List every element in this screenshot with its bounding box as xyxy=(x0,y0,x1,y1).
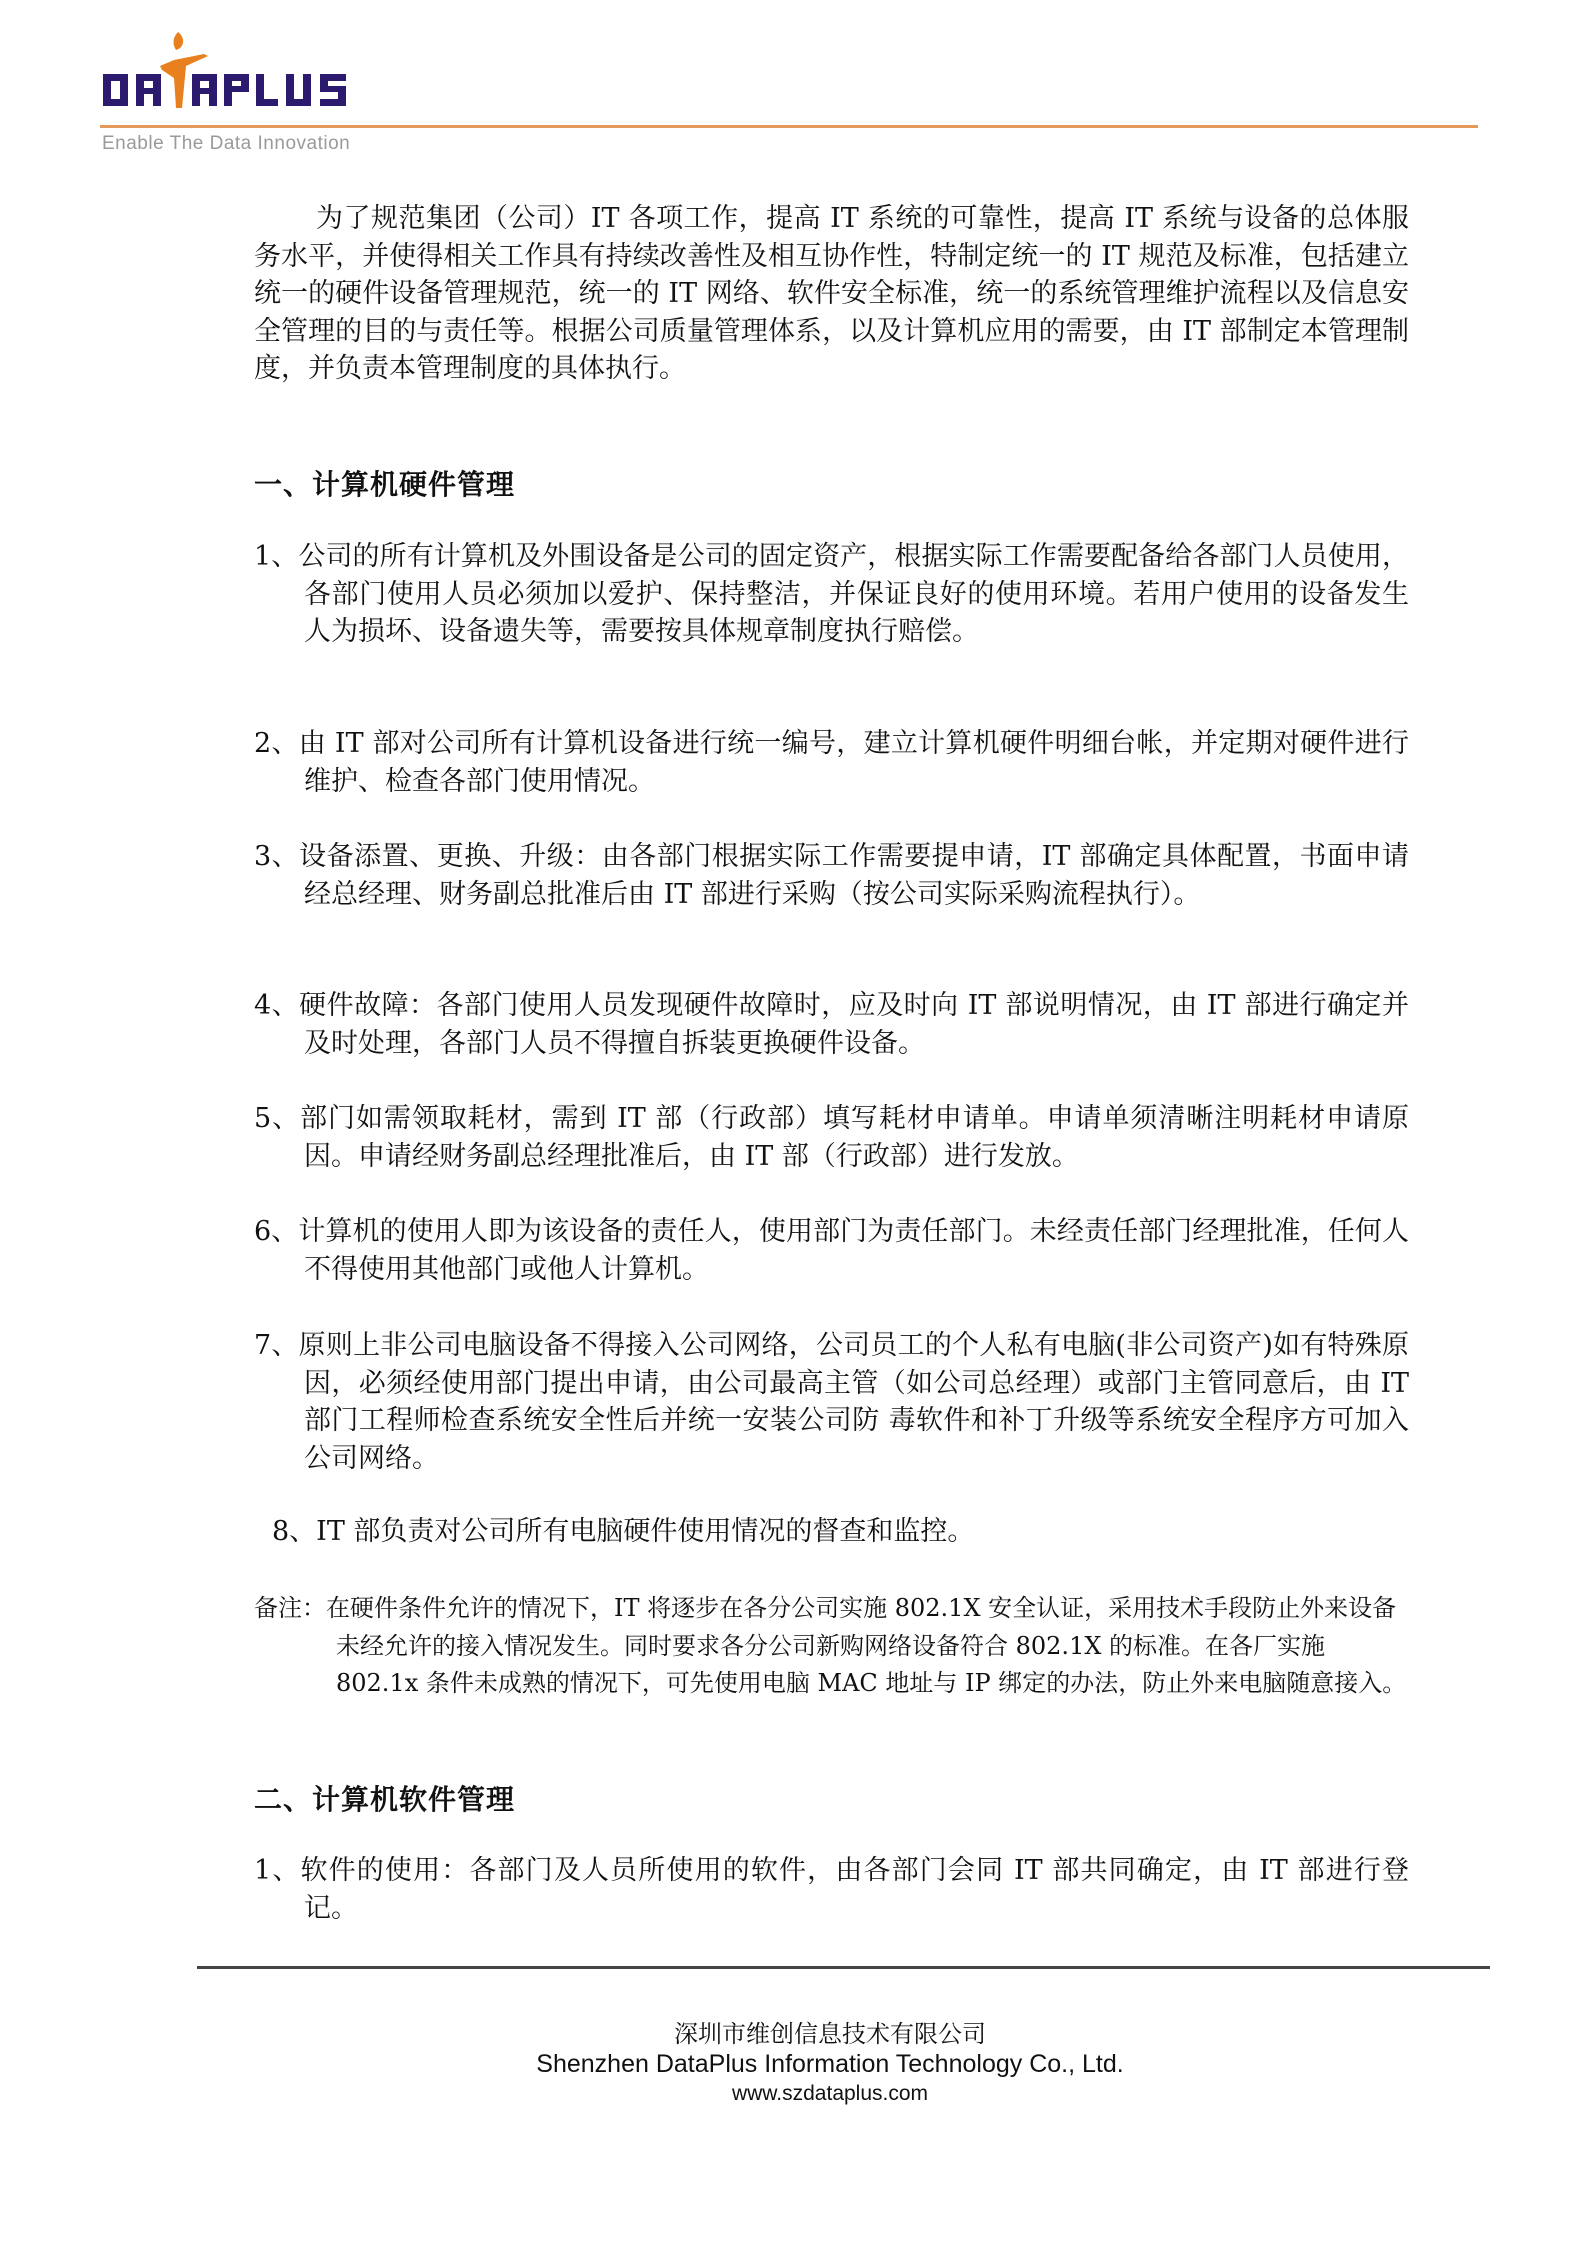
footer-company-en: Shenzhen DataPlus Information Technology Co., Ltd. xyxy=(536,2050,1124,2078)
intro-text: 为了规范集团（公司）IT 各项工作，提高 IT 系统的可靠性，提高 IT 系统与设备的总体服务水平，并使得相关工作具有持续改善性及相互协作性，特制定统一的 IT 规范及标准，包括建立统一的硬件设备管理规范，统一的 IT 网络、软件安全标准，统一的系统管理维护流程以及信息安全管理的目的与责任等。根据公司质量管理体系，以及计算机应用的需要，由 IT 部制定本管理制度，并负责本管理制度的具体执行。 xyxy=(254,203,1409,384)
header-divider xyxy=(100,125,1478,128)
intro-paragraph xyxy=(254,200,1409,388)
section-heading-hardware: 一、计算机硬件管理 xyxy=(254,468,516,501)
tagline: Enable The Data Innovation xyxy=(102,133,351,154)
footer-divider xyxy=(197,1966,1490,1969)
list-item: 2、由 IT 部对公司所有计算机设备进行统一编号，建立计算机硬件明细台帐，并定期对硬件进行维护、检查各部门使用情况。 xyxy=(254,728,1409,797)
list-item: 6、计算机的使用人即为该设备的责任人，使用部门为责任部门。未经责任部门经理批准，任何人不得使用其他部门或他人计算机。 xyxy=(254,1216,1409,1285)
list-item: 5、部门如需领取耗材，需到 IT 部（行政部）填写耗材申请单。申请单须清晰注明耗材申请原因。申请经财务副总经理批准后，由 IT 部（行政部）进行发放。 xyxy=(254,1103,1409,1172)
footer-company-cn: 深圳市维创信息技术有限公司 xyxy=(674,2020,986,2048)
hardware-note: 备注：在硬件条件允许的情况下，IT 将逐步在各分公司实施 802.1X 安全认证，采用技术手段防止外来设备未经允许的接入情况发生。同时要求各分公司新购网络设备符合 802.1X 的标准。在各厂实施 802.1x 条件未成熟的情况下，可先使用电脑 MAC 地址与 IP 绑定的办法，防止外来电脑随意接入。 xyxy=(254,1594,1407,1697)
list-item: 3、设备添置、更换、升级：由各部门根据实际工作需要提申请，IT 部确定具体配置，书面申请经总经理、财务副总批准后由 IT 部进行采购（按公司实际采购流程执行）。 xyxy=(254,841,1409,910)
logo-icon xyxy=(100,30,370,112)
section-heading-software: 二、计算机软件管理 xyxy=(254,1783,516,1816)
footer-website[interactable]: www.szdataplus.com xyxy=(731,2082,929,2105)
dataplus-logo xyxy=(100,30,370,112)
list-item: 1、软件的使用：各部门及人员所使用的软件，由各部门会同 IT 部共同确定，由 IT 部进行登记。 xyxy=(254,1855,1409,1924)
list-item: 7、原则上非公司电脑设备不得接入公司网络，公司员工的个人私有电脑(非公司资产)如有特殊原因，必须经使用部门提出申请，由公司最高主管（如公司总经理）或部门主管同意后，由 IT 部门工程师检查系统安全性后并统一安装公司防 毒软件和补丁升级等系统安全程序方可加入公司网络。 xyxy=(254,1330,1409,1474)
list-item: 1、公司的所有计算机及外围设备是公司的固定资产，根据实际工作需要配备给各部门人员使用，各部门使用人员必须加以爱护、保持整洁，并保证良好的使用环境。若用户使用的设备发生人为损坏、设备遗失等，需要按具体规章制度执行赔偿。 xyxy=(254,541,1409,647)
list-item: 8、IT 部负责对公司所有电脑硬件使用情况的督查和监控。 xyxy=(272,1516,975,1547)
list-item: 4、硬件故障：各部门使用人员发现硬件故障时，应及时向 IT 部说明情况，由 IT 部进行确定并及时处理，各部门人员不得擅自拆装更换硬件设备。 xyxy=(254,990,1409,1059)
